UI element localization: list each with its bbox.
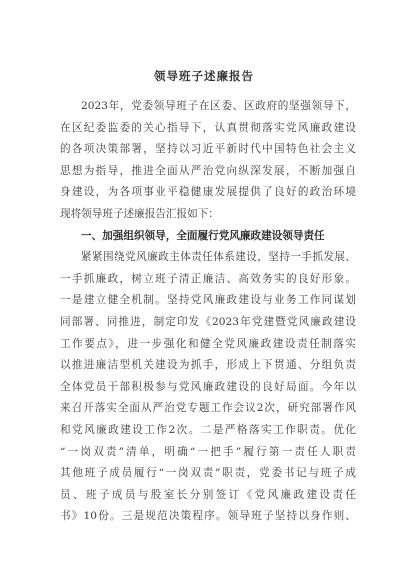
body-text-line: 2023年，党委领导班子在区委、区政府的坚强领导下， [81, 100, 356, 112]
body-text-line: 一是建立健全机制。坚持党风廉政建设与业务工作同谋划 [60, 294, 356, 307]
section-heading: 一、加强组织领导，全面履行党风廉政建设领导责任 [81, 229, 325, 242]
body-text-line: 全体党员干部积极参与党风廉政建设的良好局面。今年以 [60, 380, 356, 393]
body-text-line: 思想为指导，推进全面从严治党向纵深发展，不断加强自 [60, 164, 356, 177]
body-text-line: 工作要点》，进一步强化和健全党风廉政建设责任制落实 [60, 337, 356, 350]
document-body [60, 96, 356, 528]
body-text-line: 紧紧围绕党风廉政主体责任体系建设，坚持一手抓发展、 [81, 251, 356, 264]
body-text-line: 来召开落实全面从严治党专题工作会议2次，研究部署作风 [60, 402, 356, 415]
body-text-line: 一手抓廉政，树立班子清正廉洁、高效务实的良好形象。 [60, 272, 356, 285]
body-text-line: 同部署、同推进，制定印发《2023年党建暨党风廉政建设 [60, 315, 356, 328]
body-text-line: 现将领导班子述廉报告汇报如下： [60, 207, 219, 220]
body-text-line: 和党风廉政建设工作2次。二是严格落实工作职责。优化 [60, 423, 356, 436]
body-text-line: 身建设，为各项事业平稳健康发展提供了良好的政治环境 [60, 186, 356, 199]
body-text-line: 的各项决策部署，坚持以习近平新时代中国特色社会主义 [60, 143, 356, 156]
body-text-line: 在区纪委监委的关心指导下，认真贯彻落实党风廉政建设 [60, 121, 356, 134]
body-text-line: 员、班子成员与股室长分别签订《党风廉政建设责任 [60, 488, 356, 501]
body-text-line: 以推进廉洁型机关建设为抓手，形成上下贯通、分组负责 [60, 359, 356, 372]
document-title: 领导班子述廉报告 [154, 69, 254, 83]
body-text-line: 书》10份。三是规范决策程序。领导班子坚持以身作则、 [60, 510, 356, 523]
body-text-line: 其他班子成员履行“一岗双责”职责，党委书记与班子成 [60, 467, 356, 480]
body-text-line: “一岗双责”清单，明确“一把手”履行第一责任人职责 [60, 445, 356, 458]
